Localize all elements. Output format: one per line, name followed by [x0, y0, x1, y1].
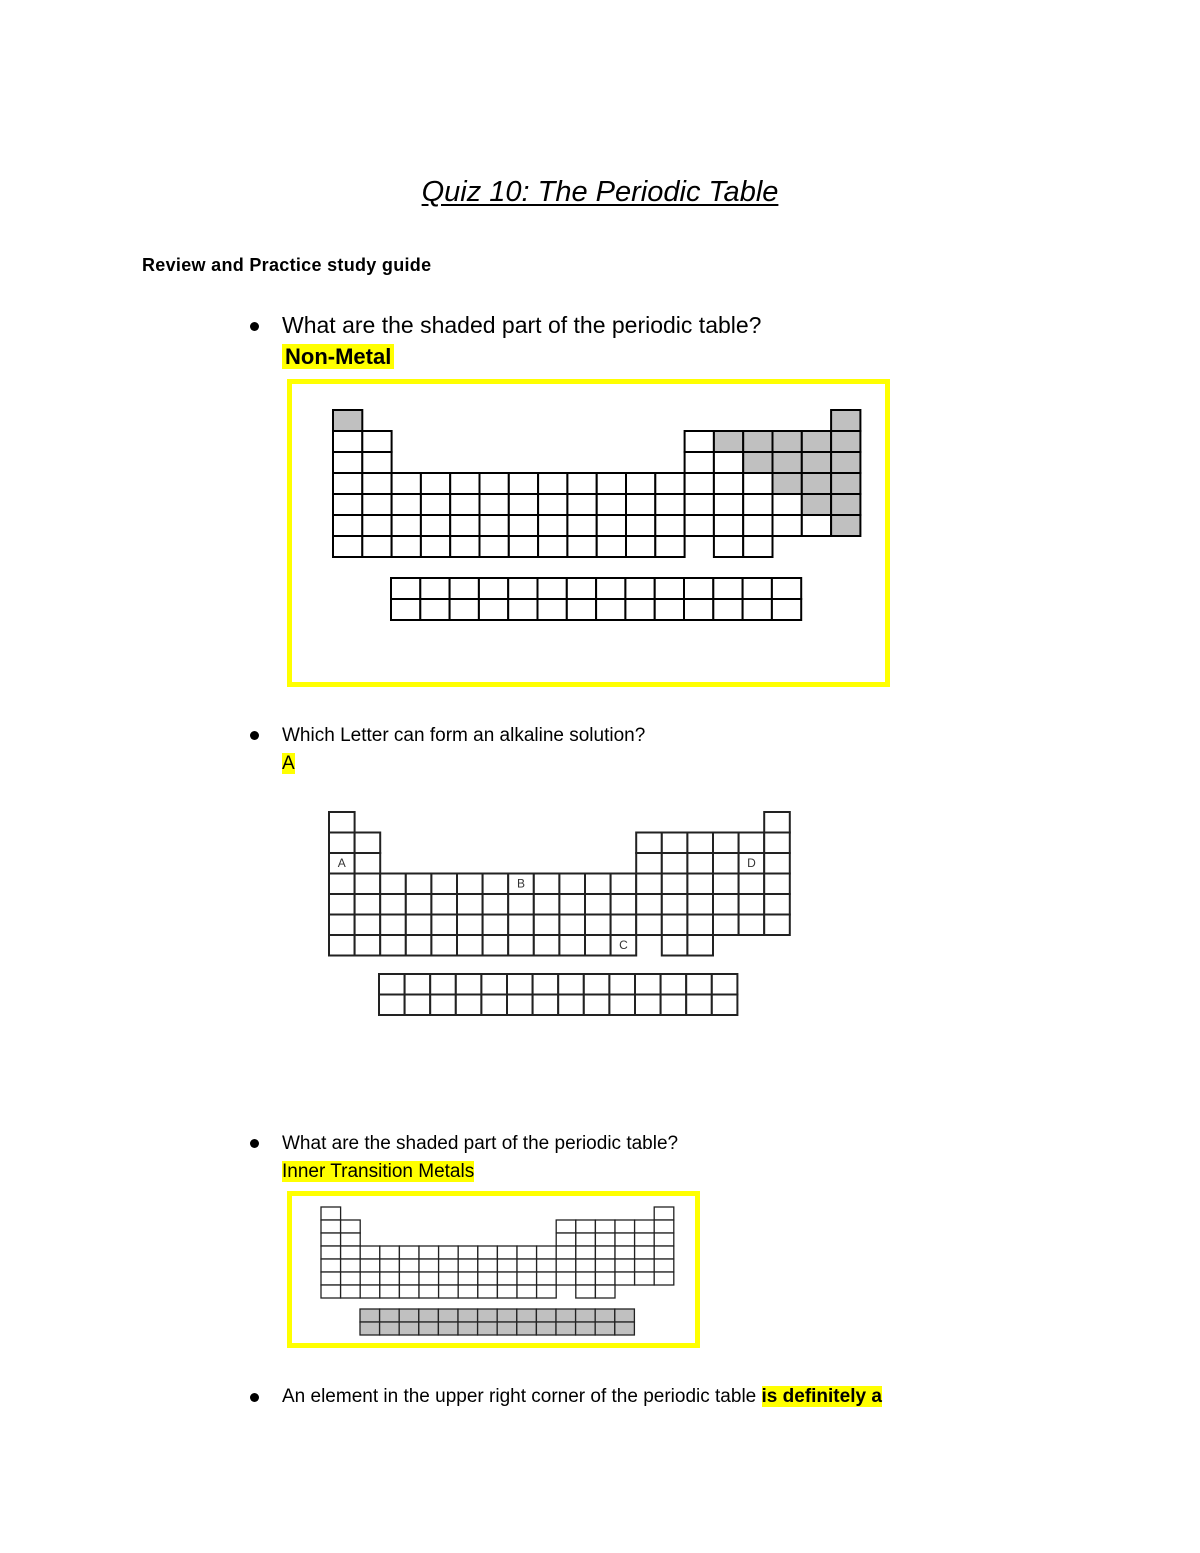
cell-letter-c: C	[619, 937, 628, 952]
f-block-cell	[517, 1322, 537, 1335]
element-cell	[654, 1246, 674, 1259]
element-cell	[399, 1285, 419, 1298]
page-subtitle: Review and Practice study guide	[142, 255, 432, 275]
f-block-cell	[478, 1322, 498, 1335]
element-cell	[439, 1285, 459, 1298]
question-4-prompt-text: An element in the upper right corner of the periodic table	[282, 1386, 762, 1407]
f-block-cell	[576, 1309, 596, 1322]
element-cell	[576, 1220, 596, 1233]
question-2-answer: A	[282, 753, 295, 774]
element-cell	[556, 1220, 576, 1233]
element-cell	[419, 1272, 439, 1285]
element-cell	[635, 1220, 655, 1233]
element-cell	[321, 1233, 341, 1246]
element-cell	[537, 1272, 557, 1285]
element-cell	[615, 1246, 635, 1259]
element-cell	[439, 1246, 459, 1259]
element-cell	[556, 1233, 576, 1246]
element-cell	[654, 1233, 674, 1246]
element-cell	[654, 1259, 674, 1272]
element-cell	[360, 1259, 380, 1272]
element-cell	[478, 1259, 498, 1272]
question-1-answer: Non-Metal	[282, 344, 394, 369]
element-cell	[517, 1246, 537, 1259]
element-cell	[517, 1285, 537, 1298]
f-block-cell	[438, 1322, 458, 1335]
f-block-cell	[536, 1309, 556, 1322]
question-4-prompt-highlight: is definitely a	[761, 1386, 882, 1407]
element-cell	[360, 1246, 380, 1259]
f-block-cell	[536, 1322, 556, 1335]
page-title: Quiz 10: The Periodic Table	[421, 176, 779, 208]
element-cell	[341, 1246, 361, 1259]
element-cell	[576, 1233, 596, 1246]
element-cell	[556, 1272, 576, 1285]
f-block-cell	[556, 1309, 576, 1322]
f-block-cell	[595, 1322, 615, 1335]
f-block-cell	[458, 1322, 478, 1335]
element-cell	[341, 1272, 361, 1285]
f-block-cell	[556, 1322, 576, 1335]
element-cell	[595, 1285, 615, 1298]
element-cell	[537, 1285, 557, 1298]
element-cell	[635, 1272, 655, 1285]
element-cell	[595, 1272, 615, 1285]
element-cell	[635, 1259, 655, 1272]
element-cell	[341, 1220, 361, 1233]
question-1-prompt: What are the shaded part of the periodic table?	[282, 312, 762, 338]
f-block-cell	[458, 1309, 478, 1322]
element-cell	[478, 1272, 498, 1285]
element-cell	[576, 1285, 596, 1298]
element-cell	[380, 1272, 400, 1285]
element-cell	[497, 1246, 517, 1259]
element-cell	[380, 1246, 400, 1259]
f-block-cell	[419, 1322, 439, 1335]
element-cell	[595, 1259, 615, 1272]
element-cell	[321, 1259, 341, 1272]
element-cell	[654, 1272, 674, 1285]
element-cell	[458, 1285, 478, 1298]
element-cell	[615, 1233, 635, 1246]
element-cell	[419, 1259, 439, 1272]
question-3-answer: Inner Transition Metals	[282, 1161, 475, 1182]
element-cell	[380, 1259, 400, 1272]
element-cell	[399, 1259, 419, 1272]
f-block-cell	[497, 1309, 517, 1322]
element-cell	[576, 1246, 596, 1259]
question-2-prompt: Which Letter can form an alkaline solution?	[282, 725, 646, 746]
element-cell	[595, 1220, 615, 1233]
element-cell	[615, 1220, 635, 1233]
element-cell	[556, 1246, 576, 1259]
element-cell	[458, 1272, 478, 1285]
element-cell	[419, 1246, 439, 1259]
cell-letter-a: A	[337, 855, 346, 870]
element-cell	[478, 1285, 498, 1298]
element-cell	[595, 1246, 615, 1259]
element-cell	[615, 1272, 635, 1285]
element-cell	[321, 1220, 341, 1233]
element-cell	[321, 1246, 341, 1259]
bullet-4	[250, 1393, 259, 1402]
element-cell	[321, 1285, 341, 1298]
f-block-cell	[399, 1309, 419, 1322]
element-cell	[478, 1246, 498, 1259]
f-block-cell	[419, 1309, 439, 1322]
element-cell	[517, 1272, 537, 1285]
f-block-cell	[399, 1322, 419, 1335]
element-cell	[380, 1285, 400, 1298]
element-cell	[654, 1207, 674, 1220]
element-cell	[399, 1246, 419, 1259]
element-cell	[341, 1233, 361, 1246]
element-cell	[341, 1259, 361, 1272]
element-cell	[419, 1285, 439, 1298]
element-cell	[537, 1246, 557, 1259]
element-cell	[497, 1272, 517, 1285]
element-cell	[497, 1259, 517, 1272]
element-cell	[635, 1233, 655, 1246]
element-cell	[615, 1259, 635, 1272]
f-block-cell	[517, 1309, 537, 1322]
f-block-cell	[360, 1309, 380, 1322]
element-cell	[439, 1259, 459, 1272]
f-block-cell	[360, 1322, 380, 1335]
cell-letter-d: D	[747, 855, 756, 870]
element-cell	[497, 1285, 517, 1298]
cell-letter-b: B	[516, 876, 526, 891]
element-cell	[360, 1285, 380, 1298]
element-cell	[321, 1272, 341, 1285]
element-cell	[439, 1272, 459, 1285]
f-block-cell	[615, 1309, 635, 1322]
element-cell	[341, 1285, 361, 1298]
f-block-cell	[380, 1322, 400, 1335]
f-block-cell	[438, 1309, 458, 1322]
f-block-cell	[380, 1309, 400, 1322]
element-cell	[517, 1259, 537, 1272]
element-cell	[458, 1246, 478, 1259]
element-cell	[556, 1259, 576, 1272]
element-cell	[399, 1272, 419, 1285]
f-block-cell	[595, 1309, 615, 1322]
f-block-cell	[497, 1322, 517, 1335]
element-cell	[635, 1246, 655, 1259]
element-cell	[595, 1233, 615, 1246]
question-3-prompt: What are the shaded part of the periodic table?	[282, 1133, 679, 1154]
element-cell	[360, 1272, 380, 1285]
element-cell	[458, 1259, 478, 1272]
element-cell	[537, 1259, 557, 1272]
element-cell	[576, 1272, 596, 1285]
element-cell	[576, 1259, 596, 1272]
question-4-prompt	[282, 1386, 882, 1408]
element-cell	[321, 1207, 341, 1220]
f-block-cell	[478, 1309, 498, 1322]
f-block-cell	[576, 1322, 596, 1335]
element-cell	[654, 1220, 674, 1233]
f-block-cell	[615, 1322, 635, 1335]
